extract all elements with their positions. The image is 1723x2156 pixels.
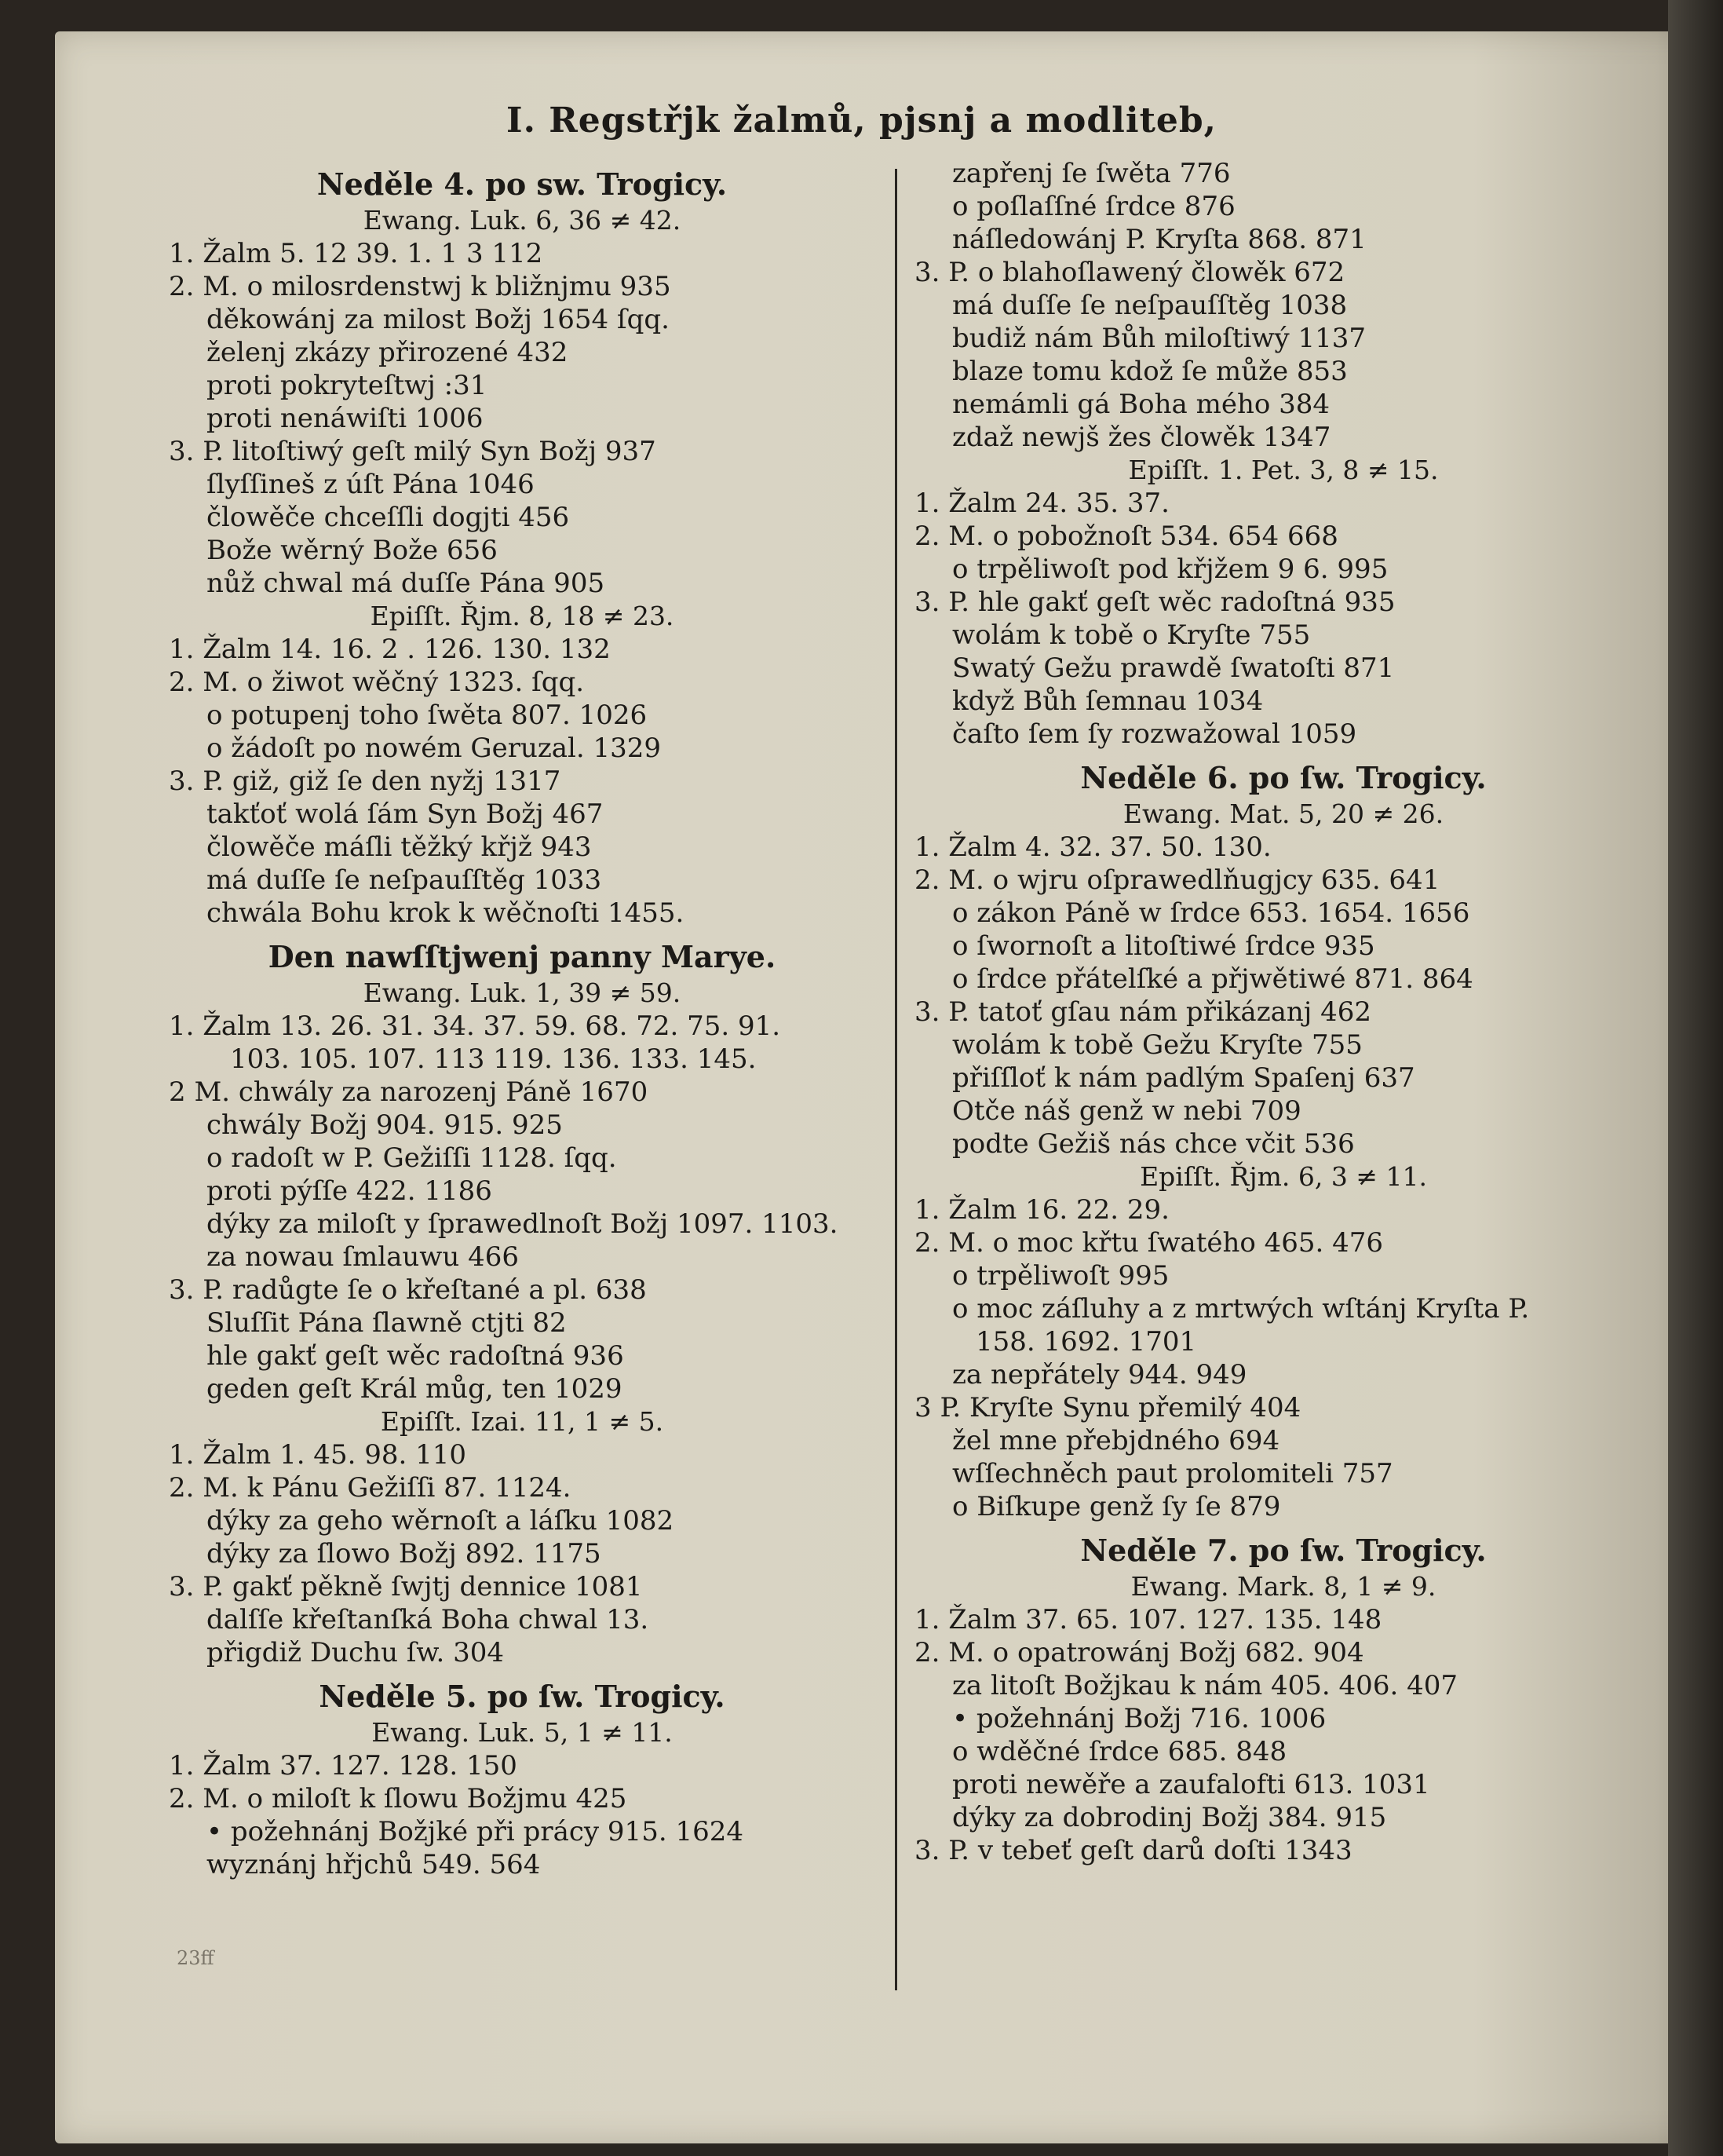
index-entry: 158. 1692. 1701 — [976, 1326, 1197, 1358]
index-entry: 1. Žalm 13. 26. 31. 34. 37. 59. 68. 72. 75. 91. — [169, 1010, 781, 1042]
index-entry: Otče náš genž w nebi 709 — [952, 1095, 1301, 1127]
index-entry: 2. M. o pobožnoſt 534. 654 668 — [914, 521, 1338, 552]
index-entry: 3. P. giž, giž ſe den nyžj 1317 — [169, 766, 561, 797]
index-entry: o moc záſluhy a z mrtwých wſtánj Kryſta P. — [952, 1293, 1530, 1325]
index-entry: dalſſe křeſtanſká Boha chwal 13. — [206, 1604, 649, 1635]
index-entry: budiž nám Bůh miloſtiwý 1137 — [952, 323, 1367, 354]
reading-reference: Epiſſt. Řjm. 8, 18 ≠ 23. — [370, 601, 674, 631]
index-entry: nemámli gá Boha mého 384 — [952, 389, 1331, 420]
index-entry: o radoſt w P. Gežiſſi 1128. ſqq. — [206, 1142, 617, 1174]
index-entry: Sluſſit Pána ſlawně ctjti 82 — [206, 1307, 567, 1339]
index-entry: 2 M. chwály za narozenj Páně 1670 — [169, 1076, 648, 1108]
reading-reference: Epiſſt. Izai. 11, 1 ≠ 5. — [380, 1406, 664, 1437]
index-entry: o žádoſt po nowém Geruzal. 1329 — [206, 733, 662, 764]
index-entry: přiſſloť k nám padlým Spaſenj 637 — [952, 1062, 1415, 1094]
index-entry: dýky za dobrodinj Božj 384. 915 — [952, 1802, 1387, 1833]
right-column — [914, 157, 1652, 1867]
index-entry: o potupenj toho ſwěta 807. 1026 — [206, 700, 648, 731]
section-heading: Neděle 7. po ſw. Trogicy. — [1080, 1533, 1487, 1568]
index-entry: dýky za miloſt y ſprawedlnoſt Božj 1097. 1103. — [206, 1208, 838, 1240]
index-entry: za litoſt Božjkau k nám 405. 406. 407 — [952, 1670, 1458, 1701]
index-entry: wolám k tobě Gežu Kryſte 755 — [952, 1029, 1363, 1061]
index-entry: proti newěře a zaufalofti 613. 1031 — [952, 1769, 1430, 1800]
folio-mark: 23ff — [177, 1947, 214, 1969]
index-entry: čaſto ſem ſy rozwažowal 1059 — [952, 718, 1357, 750]
index-entry: dýky za geho wěrnoſt a láſku 1082 — [206, 1505, 674, 1537]
index-entry: 2. M. o wjru oſprawedlňugjcy 635. 641 — [914, 864, 1440, 896]
index-entry: o wděčné ſrdce 685. 848 — [952, 1736, 1287, 1767]
section-heading: Den nawſſtjwenj panny Marye. — [268, 939, 776, 974]
section-heading: Neděle 5. po ſw. Trogicy. — [319, 1679, 725, 1714]
index-entry: člowěče máſli těžký křjž 943 — [206, 831, 592, 863]
index-entry: 2. M. o milosrdenstwj k bližnjmu 935 — [169, 271, 671, 302]
index-entry: zapřenj ſe ſwěta 776 — [952, 158, 1231, 189]
index-entry: 103. 105. 107. 113 119. 136. 133. 145. — [230, 1043, 757, 1075]
index-entry: wolám k tobě o Kryſte 755 — [952, 619, 1311, 651]
index-entry: takťoť wolá ſám Syn Božj 467 — [206, 798, 604, 830]
index-entry: 3. P. gakť pěkně ſwjtj dennice 1081 — [169, 1571, 643, 1602]
index-entry: 1. Žalm 14. 16. 2 . 126. 130. 132 — [169, 634, 611, 665]
index-entry: o ſwornoſt a litoſtiwé ſrdce 935 — [952, 930, 1375, 962]
index-entry: wſſechněch paut prolomiteli 757 — [952, 1458, 1393, 1489]
index-entry: 1. Žalm 24. 35. 37. — [914, 488, 1170, 519]
index-entry: • požehnánj Božjké při prácy 915. 1624 — [206, 1816, 743, 1847]
index-entry: 2. M. o miloſt k ſlowu Božjmu 425 — [169, 1783, 627, 1814]
book-edge — [1668, 0, 1723, 2156]
index-entry: 3. P. radůgte ſe o křeſtané a pl. 638 — [169, 1274, 647, 1306]
section-heading: Neděle 6. po ſw. Trogicy. — [1080, 760, 1487, 795]
index-entry: o Biſkupe genž ſy ſe 879 — [952, 1491, 1281, 1522]
index-entry: 1. Žalm 37. 65. 107. 127. 135. 148 — [914, 1604, 1382, 1635]
index-entry: 1. Žalm 5. 12 39. 1. 1 3 112 — [169, 238, 543, 269]
index-entry: dýky za ſlowo Božj 892. 1175 — [206, 1538, 601, 1569]
index-entry: 3. P. litoſtiwý geſt milý Syn Božj 937 — [169, 436, 656, 467]
index-entry: geden geſt Král můg, ten 1029 — [206, 1373, 622, 1405]
index-entry: nůž chwal má duſſe Pána 905 — [206, 568, 605, 599]
index-entry: náſledowánj P. Kryſta 868. 871 — [952, 224, 1367, 255]
index-entry: má duſſe ſe neſpauſſtěg 1038 — [952, 290, 1348, 321]
index-entry: proti nenáwiſti 1006 — [206, 403, 484, 434]
reading-reference: Epiſſt. Řjm. 6, 3 ≠ 11. — [1140, 1161, 1427, 1192]
index-entry: o zákon Páně w ſrdce 653. 1654. 1656 — [952, 897, 1470, 929]
reading-reference: Ewang. Mat. 5, 20 ≠ 26. — [1123, 798, 1444, 829]
section-heading: Neděle 4. po sw. Trogicy. — [316, 166, 728, 202]
reading-reference: Epiſſt. 1. Pet. 3, 8 ≠ 15. — [1128, 455, 1439, 485]
reading-reference: Ewang. Luk. 5, 1 ≠ 11. — [371, 1717, 673, 1748]
index-entry: za nepřátely 944. 949 — [952, 1359, 1247, 1390]
index-entry: chwály Božj 904. 915. 925 — [206, 1109, 563, 1141]
index-entry: 3. P. hle gakť geſt wěc radoſtná 935 — [914, 587, 1396, 618]
index-entry: 2. M. o moc křtu ſwatého 465. 476 — [914, 1227, 1384, 1259]
index-entry: člowěče chceſſli dogjti 456 — [206, 502, 570, 533]
index-entry: když Bůh ſemnau 1034 — [952, 685, 1264, 717]
index-entry: chwála Bohu krok k wěčnoſti 1455. — [206, 897, 684, 929]
index-entry: má duſſe ſe neſpauſſtěg 1033 — [206, 864, 602, 896]
index-entry: 1. Žalm 37. 127. 128. 150 — [169, 1750, 517, 1781]
index-entry: proti pýſſe 422. 1186 — [206, 1175, 492, 1207]
index-entry: želenj zkázy přirozené 432 — [206, 337, 568, 368]
left-column — [169, 157, 875, 1881]
index-entry: o poſlaſſné ſrdce 876 — [952, 191, 1236, 222]
index-entry: zdaž newjš žes člowěk 1347 — [952, 422, 1331, 453]
index-entry: 3 P. Kryſte Synu přemilý 404 — [914, 1392, 1301, 1423]
column-divider — [895, 169, 897, 1990]
index-entry: hle gakť geſt wěc radoſtná 936 — [206, 1340, 624, 1372]
index-entry: 3. P. v tebeť geſt darů doſti 1343 — [914, 1835, 1352, 1866]
index-entry: podte Gežiš nás chce včit 536 — [952, 1128, 1355, 1160]
index-entry: 3. P. tatoť gſau nám přikázanj 462 — [914, 996, 1372, 1028]
index-entry: 2. M. o žiwot wěčný 1323. ſqq. — [169, 667, 585, 698]
index-entry: wyznánj hřjchů 549. 564 — [206, 1849, 541, 1880]
index-entry: o ſrdce přátelſké a přjwětiwé 871. 864 — [952, 963, 1473, 995]
index-entry: Bože wěrný Bože 656 — [206, 535, 498, 566]
index-entry: 1. Žalm 1. 45. 98. 110 — [169, 1439, 466, 1471]
index-entry: děkowánj za milost Božj 1654 ſqq. — [206, 304, 670, 335]
index-entry: o trpěliwoſt 995 — [952, 1260, 1170, 1292]
index-entry: 2. M. k Pánu Gežiſſi 87. 1124. — [169, 1472, 571, 1504]
index-entry: 1. Žalm 4. 32. 37. 50. 130. — [914, 831, 1272, 863]
index-entry: • požehnánj Božj 716. 1006 — [952, 1703, 1327, 1734]
reading-reference: Ewang. Luk. 6, 36 ≠ 42. — [363, 205, 681, 236]
index-entry: ſlyſſineš z úſt Pána 1046 — [206, 469, 535, 500]
index-entry: Swatý Gežu prawdě ſwatoſti 871 — [952, 652, 1395, 684]
index-entry: žel mne přebjdného 694 — [952, 1425, 1280, 1456]
index-entry: 2. M. o opatrowánj Božj 682. 904 — [914, 1637, 1364, 1668]
index-entry: za nowau ſmlauwu 466 — [206, 1241, 520, 1273]
index-entry: 1. Žalm 16. 22. 29. — [914, 1194, 1170, 1226]
index-entry: 3. P. o blahoſlawený člowěk 672 — [914, 257, 1345, 288]
index-entry: blaze tomu kdož ſe může 853 — [952, 356, 1348, 387]
index-entry: proti pokryteſtwj :31 — [206, 370, 487, 401]
index-entry: o trpěliwoſt pod křjžem 9 6. 995 — [952, 554, 1389, 585]
index-entry: přigdiž Duchu ſw. 304 — [206, 1637, 504, 1668]
page-header: I. Regstřjk žalmů, pjsnj a modliteb, — [506, 100, 1217, 141]
reading-reference: Ewang. Mark. 8, 1 ≠ 9. — [1130, 1571, 1436, 1602]
reading-reference: Ewang. Luk. 1, 39 ≠ 59. — [363, 978, 681, 1008]
